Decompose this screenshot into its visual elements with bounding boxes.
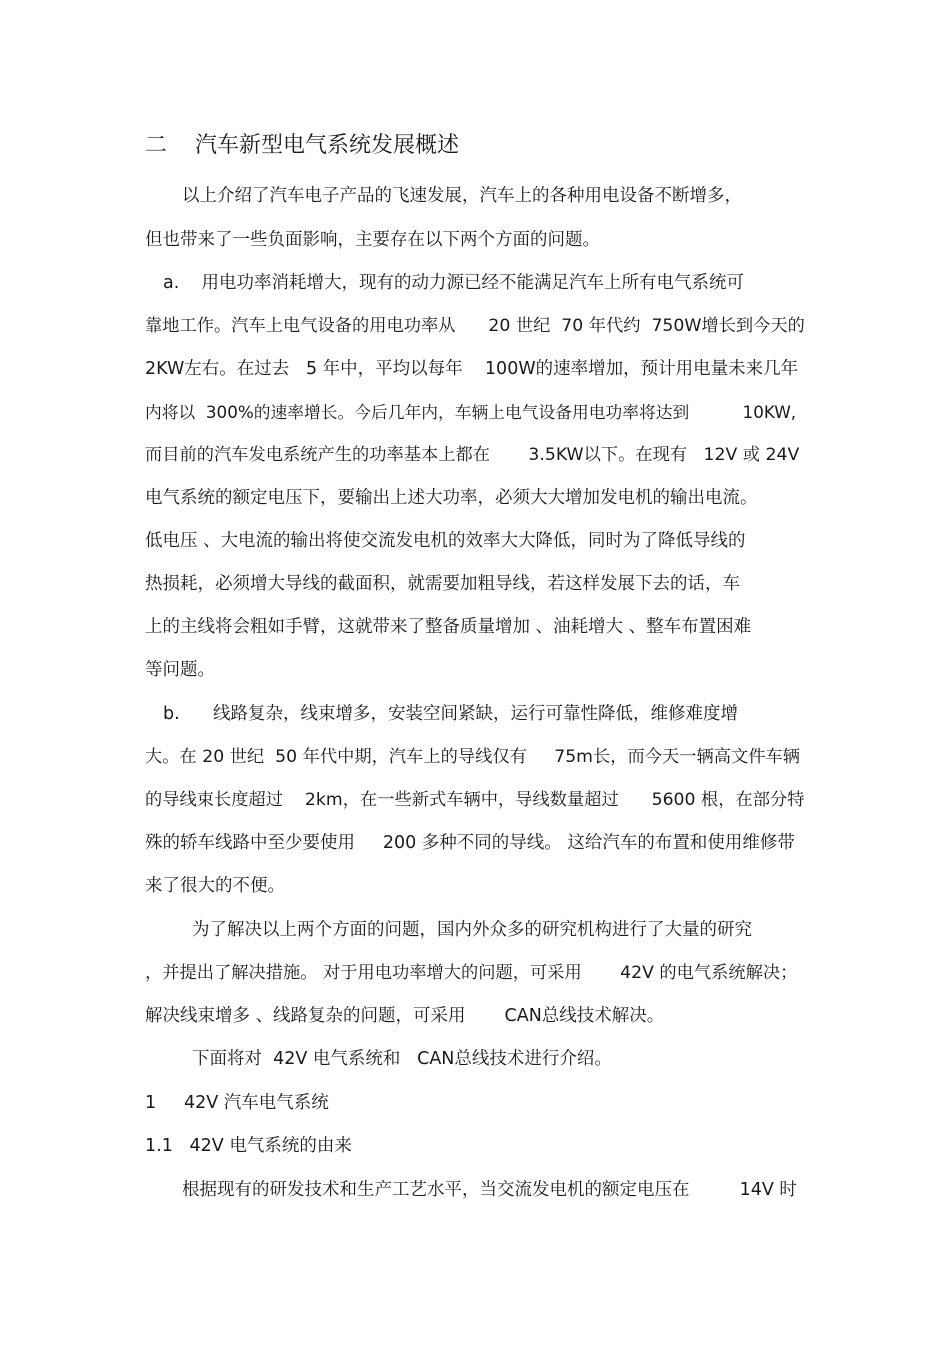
list-item-a: a. 用电功率消耗增大，现有的动力源已经不能满足汽车上所有电气系统可 <box>163 273 745 293</box>
paragraph-line: 靠地工作。汽车上电气设备的用电功率从 20 世纪 70 年代约 750W增长到今天的 <box>145 316 805 336</box>
subsection-heading: 1.1 42V 电气系统的由来 <box>145 1136 352 1156</box>
paragraph-line: 低电压 、大电流的输出将使交流发电机的效率大大降低，同时为了降低导线的 <box>145 531 746 551</box>
paragraph-line: 而目前的汽车发电系统产生的功率基本上都在 3.5KW以下。在现有 12V 或 24V <box>145 445 800 465</box>
paragraph-line: 来了很大的不便。 <box>145 876 285 896</box>
paragraph-line: 上的主线将会粗如手臂，这就带来了整备质量增加 、油耗增大 、整车布置困难 <box>145 617 752 637</box>
paragraph-line: 以上介绍了汽车电子产品的飞速发展，汽车上的各种用电设备不断增多， <box>182 186 742 206</box>
paragraph-line: 热损耗，必须增大导线的截面积，就需要加粗导线，若这样发展下去的话，车 <box>145 574 740 594</box>
subsection-heading: 1 42V 汽车电气系统 <box>145 1093 329 1113</box>
paragraph-line: 的导线束长度超过 2km，在一些新式车辆中，导线数量超过 5600 根，在部分特 <box>145 790 805 810</box>
paragraph-line: 电气系统的额定电压下，要输出上述大功率，必须大大增加发电机的输出电流。 <box>145 488 758 508</box>
list-item-b: b. 线路复杂，线束增多，安装空间紧缺，运行可靠性降低，维修难度增 <box>163 704 739 724</box>
paragraph-line: 为了解决以上两个方面的问题，国内外众多的研究机构进行了大量的研究 <box>192 920 752 940</box>
section-heading <box>145 132 459 160</box>
paragraph-line: 殊的轿车线路中至少要使用 200 多种不同的导线。 这给汽车的布置和使用维修带 <box>145 833 795 853</box>
paragraph-line: 但也带来了一些负面影响，主要存在以下两个方面的问题。 <box>145 230 600 250</box>
paragraph-line: 等问题。 <box>145 660 215 680</box>
paragraph-line: ，并提出了解决措施。 对于用电功率增大的问题，可采用 42V 的电气系统解决； <box>145 963 798 983</box>
paragraph-line: 内将以 300%的速率增长。今后几年内，车辆上电气设备用电功率将达到 10KW, <box>145 402 797 422</box>
paragraph-line: 解决线束增多 、线路复杂的问题，可采用 CAN总线技术解决。 <box>145 1006 665 1026</box>
paragraph-line: 根据现有的研发技术和生产工艺水平，当交流发电机的额定电压在 14V 时 <box>182 1180 797 1200</box>
paragraph-line: 下面将对 42V 电气系统和 CAN总线技术进行介绍。 <box>192 1049 612 1069</box>
paragraph-line: 2KW左右。在过去 5 年中，平均以每年 100W的速率增加，预计用电量未来几年 <box>145 359 799 379</box>
paragraph-line: 大。在 20 世纪 50 年代中期，汽车上的导线仅有 75m长，而今天一辆高文件车辆 <box>145 747 800 767</box>
section-number: 二 <box>145 133 168 158</box>
section-title: 汽车新型电气系统发展概述 <box>195 133 460 158</box>
